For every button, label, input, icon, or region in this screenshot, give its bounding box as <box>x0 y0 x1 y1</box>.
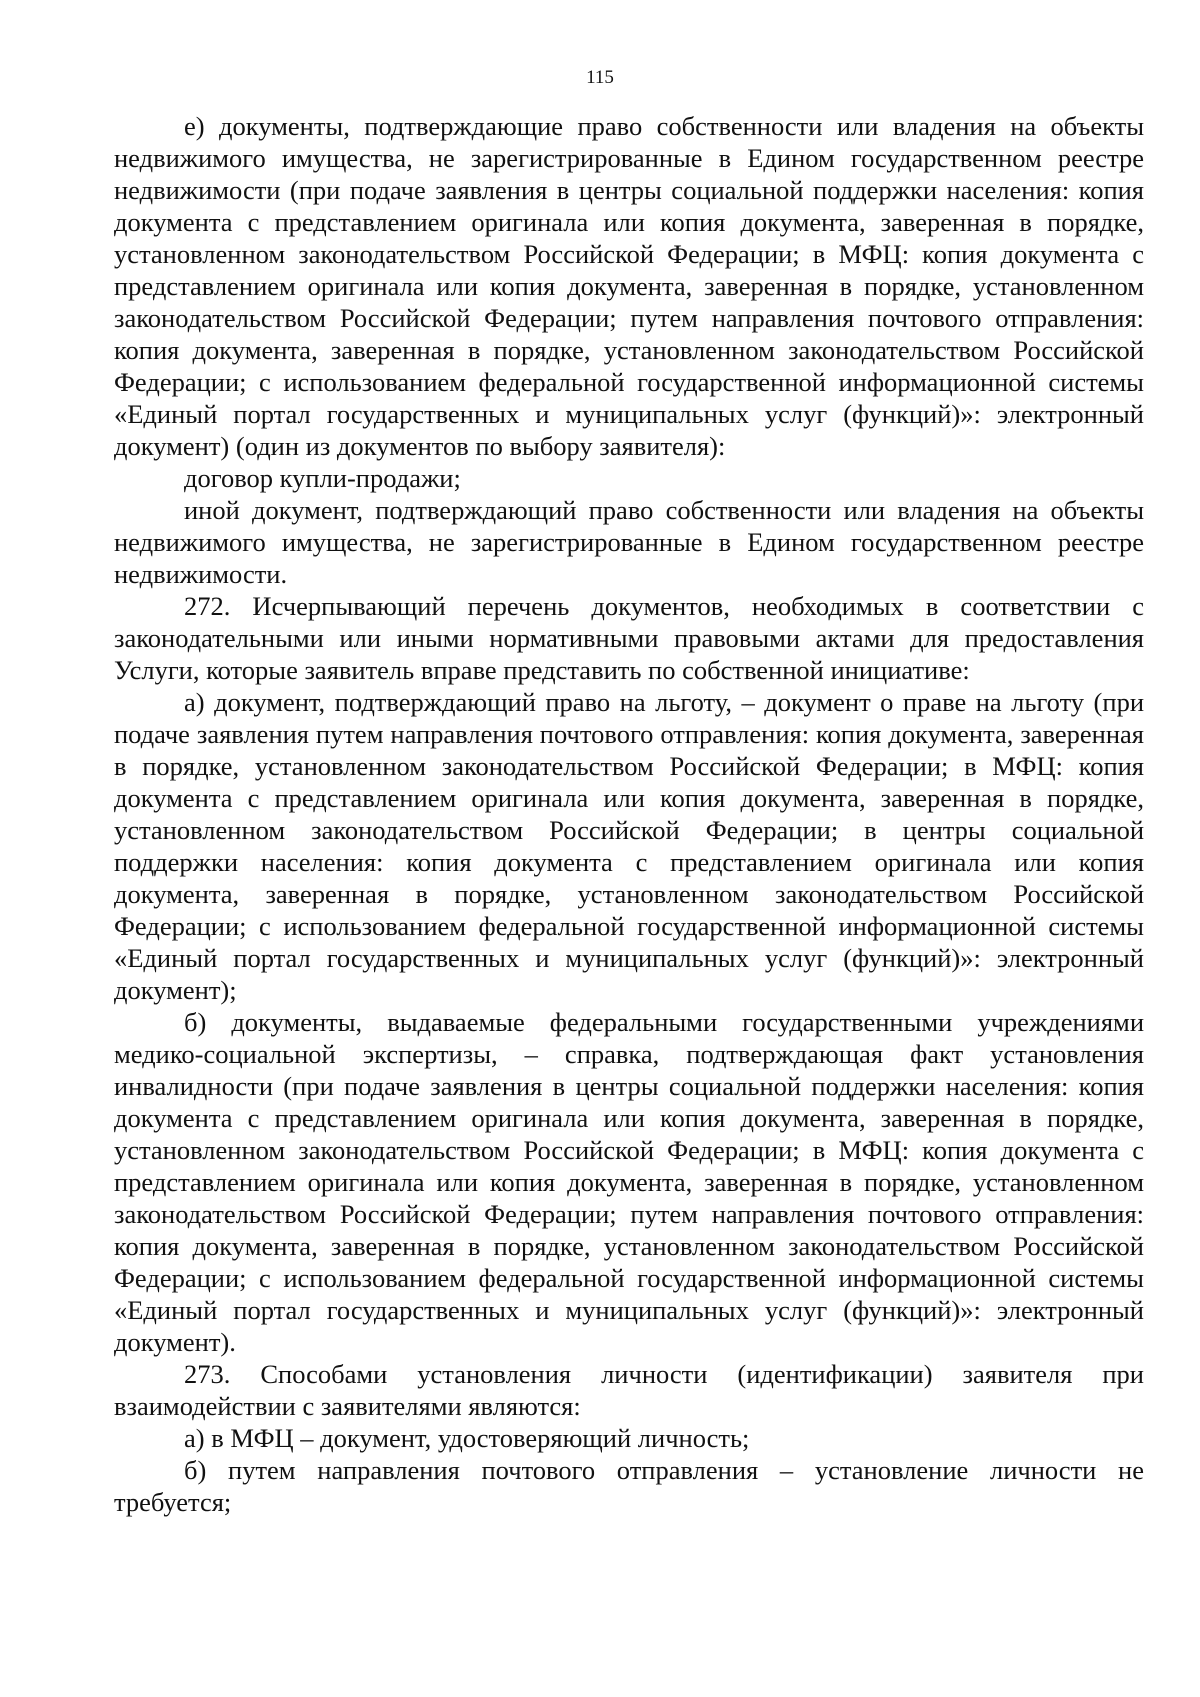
page-number: 115 <box>586 67 614 88</box>
paragraph-272-a: а) документ, подтверждающий право на льготу, – документ о праве на льготу (при подаче заявления путем направления почтового отправления: копия документа, заверенная в порядке, установленном законодательством Российской Федерации; в МФЦ: копия документа с представлением оригинала или копия документа, заверенная в порядке, установленном законодательством Российской Федерации; в центры социальной поддержки населения: копия документа с представлением оригинала или копия документа, заверенная в порядке, установленном законодательством Российской Федерации; с использованием федеральной государственной информационной системы «Единый портал государственных и муниципальных услуг (функций)»: электронный документ); <box>114 687 1144 1005</box>
paragraph-273-b: б) путем направления почтового отправления – установление личности не требуется; <box>114 1455 1144 1517</box>
paragraph-e-ownership-documents: е) документы, подтверждающие право собственности или владения на объекты недвижимого имущества, не зарегистрированные в Едином государственном реестре недвижимости (при подаче заявления в центры социальной поддержки населения: копия документа с представлением оригинала или копия документа, заверенная в порядке, установленном законодательством Российской Федерации; в МФЦ: копия документа с представлением оригинала или копия документа, заверенная в порядке, установленном законодательством Российской Федерации; путем направления почтового отправления: копия документа, заверенная в порядке, установленном законодательством Российской Федерации; с использованием федеральной государственной информационной системы «Единый портал государственных и муниципальных услуг (функций)»: электронный документ) (один из документов по выбору заявителя): <box>114 111 1144 461</box>
paragraph-273: 273. Способами установления личности (идентификации) заявителя при взаимодействии с заявителями являются: <box>114 1359 1144 1421</box>
document-body <box>114 110 1144 1518</box>
paragraph-273-a: а) в МФЦ – документ, удостоверяющий личность; <box>184 1423 750 1453</box>
paragraph-272: 272. Исчерпывающий перечень документов, необходимых в соответствии с законодательными или иными нормативными правовыми актами для предоставления Услуги, которые заявитель вправе представить по собственной инициативе: <box>114 591 1144 685</box>
paragraph-272-b: б) документы, выдаваемые федеральными государственными учреждениями медико-социальной экспертизы, – справка, подтверждающая факт установления инвалидности (при подаче заявления в центры социальной поддержки населения: копия документа с представлением оригинала или копия документа, заверенная в порядке, установленном законодательством Российской Федерации; в МФЦ: копия документа с представлением оригинала или копия документа, заверенная в порядке, установленном законодательством Российской Федерации; путем направления почтового отправления: копия документа, заверенная в порядке, установленном законодательством Российской Федерации; с использованием федеральной государственной информационной системы «Единый портал государственных и муниципальных услуг (функций)»: электронный документ). <box>114 1007 1144 1357</box>
paragraph-other-document: иной документ, подтверждающий право собственности или владения на объекты недвижимого имущества, не зарегистрированные в Едином государственном реестре недвижимости. <box>114 495 1144 589</box>
paragraph-sale-contract: договор купли-продажи; <box>184 463 461 493</box>
